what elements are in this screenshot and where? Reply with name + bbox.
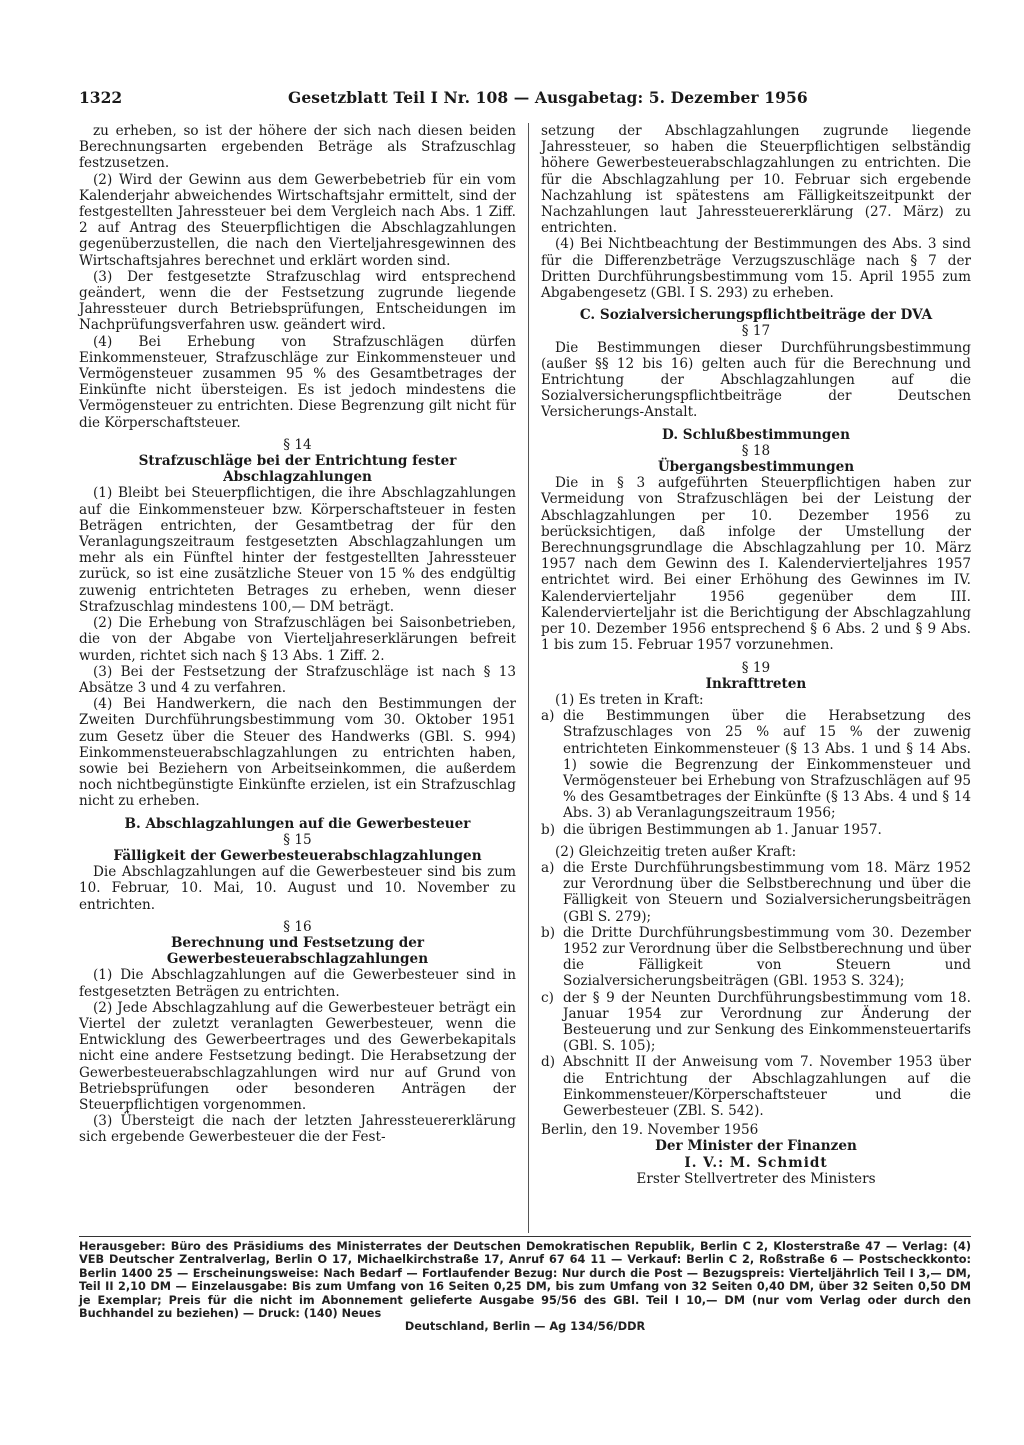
signatory-role: Erster Stellvertreter des Ministers [636,1170,876,1187]
list-text: Abschnitt II der Anweisung vom 7. November 1953 über die Entrichtung der Abschlagzahlungen auf die Einkommensteuer/Körperschaftsteuer und die Gewerbesteuer (ZBl. S. 542). [563,1054,971,1119]
list-label: a) [541,708,555,725]
section-title: Fälligkeit der Gewerbesteuerabschlagzahlungen [113,847,482,864]
paragraph: (2) Gleichzeitig treten außer Kraft: [555,843,797,860]
list-item [541,1054,971,1119]
list-label: a) [541,859,555,876]
section-title: Übergangsbestimmungen [657,459,855,476]
paragraph: zu erheben, so ist der höhere der sich nach diesen beiden Berechnungsarten ergebenden Beträge als Strafzuschlag festzusetzen. [79,123,516,172]
paragraph: (3) Übersteigt die nach der letzten Jahressteuererklärung sich ergebende Gewerbesteuer die der Fest- [79,1113,516,1146]
running-title: Gesetzblatt Teil I Nr. 108 — Ausgabetag: 5. Dezember 1956 [288,88,808,107]
page-number: 1322 [79,88,123,107]
list-text: der § 9 der Neunten Durchführungsbestimmung vom 18. Januar 1954 zur Verordnung zur Änderung der Besteuerung und zur Senkung des Einkommensteuertarifs (GBl. S. 105); [563,989,971,1055]
section-number: § 19 [741,659,771,676]
list-item [541,860,971,925]
paragraph: (4) Bei Handwerkern, die nach den Bestimmungen der Zweiten Durchführungsbestimmung vom 30. Oktober 1951 zum Gesetz über die Steuer des Handwerks (GBl. S. 994) Einkommensteuerabschlagzahlungen zu entrichten haben, sowie bei Beziehern von Arbeitseinkommen, die außerdem noch nichtbegünstigte Einkünfte erzielen, ist ein Strafzuschlag nicht zu erheben. [79,696,516,810]
paragraph: (1) Die Abschlagzahlungen auf die Gewerbesteuer sind in festgesetzten Beträgen zu entrichten. [79,967,516,1000]
paragraph: (2) Wird der Gewinn aus dem Gewerbebetrieb für ein vom Kalenderjahr abweichendes Wirtschaftsjahr ermittelt, sind der festgestellten Jahressteuer bei dem Vergleich nach Abs. 1 Ziff. 2 auf Antrag des Steuerpflichtigen die Abschlagzahlungen gegenüberzustellen, die nach den Vierteljahresgewinnen des Wirtschaftsjahres berechnet und erklärt worden sind. [79,171,516,269]
list-item [541,990,971,1055]
signatory-office: Der Minister der Finanzen [655,1138,857,1155]
list-text: die Erste Durchführungsbestimmung vom 18. März 1952 zur Verordnung über die Selbstberechnung und über die Fälligkeit von Steuern und Sozialversicherungsbeiträgen (GBl S. 279); [563,859,971,925]
part-heading: C. Sozialversicherungspflichtbeiträge der DVA [579,307,933,324]
paragraph: Die Abschlagzahlungen auf die Gewerbesteuer sind bis zum 10. Februar, 10. Mai, 10. August und 10. November zu entrichten. [79,864,516,913]
list-item [541,925,971,990]
imprint-last-line: Deutschland, Berlin — Ag 134/56/DDR [404,1320,646,1334]
list-text: die Bestimmungen über die Herabsetzung des Strafzuschlages von 25 % auf 15 % der zuwenig entrichteten Einkommensteuer (§ 13 Abs. 1 und § 14 Abs. 1) sowie die Begrenzung der Einkommensteuer und Vermögensteuer bei Erhebung von Strafzuschlägen auf 95 % des Gesamtbetrages der Einkünfte (§ 13 Abs. 4 und § 14 Abs. 3) ab Veranlagungszeitraum 1956; [563,708,971,822]
imprint-text: Herausgeber: Büro des Präsidiums des Ministerrates der Deutschen Demokratischen Republik, Berlin C 2, Klosterstraße 47 — Verlag: (4) VEB Deutscher Zentralverlag, Berlin O 17, Michaelkirchstraße 17, Anruf 67 64 11 — Verkauf: Berlin C 2, Roßstraße 6 — Postscheckkonto: Berlin 1400 25 — Erscheinungsweise: Nach Bedarf — Fortlaufender Bezug: Nur durch die Post — Bezugspreis: Vierteljährlich Teil I 3,— DM, Teil II 2,10 DM — Einzelausgabe: Bis zum Umfang von 16 Seiten 0,25 DM, bis zum Umfang von 32 Seiten 0,40 DM, über 32 Seiten 0,50 DM je Exemplar; Preis für die nicht im Abonnement gelieferte Ausgabe 95/56 des GBl. Teil I 10,— DM (nur vom Verlag oder durch den Buchhandel zu beziehen) — Druck: (140) Neues [79,1240,971,1321]
list-label: c) [541,989,554,1006]
paragraph: setzung der Abschlagzahlungen zugrunde liegende Jahressteuer, so haben die Steuerpflichtigen selbständig höhere Gewerbesteuerabschlagzahlungen zu entrichten. Die für die Abschlagzahlung per 10. Februar sich ergebende Nachzahlung ist spätestens am Fälligkeitszeitpunkt der Nachzahlungen laut Jahressteuererklärung (27. März) zu entrichten. [541,123,971,237]
right-column [541,123,971,1187]
part-heading: B. Abschlagzahlungen auf die Gewerbesteuer [124,815,471,832]
section-number: § 18 [741,442,771,459]
paragraph: (3) Der festgesetzte Strafzuschlag wird entsprechend geändert, wenn die der Festsetzung zugrunde liegende Jahressteuer durch Betriebsprüfungen, Entscheidungen im Nachprüfungsverfahren usw. geändert wird. [79,268,516,334]
footer-rule [79,1236,971,1237]
paragraph: (4) Bei Nichtbeachtung der Bestimmungen des Abs. 3 sind für die Differenzbeträge Verzugszuschläge nach § 7 der Dritten Durchführungsbestimmung vom 15. April 1955 zum Abgabengesetz (GBl. I S. 293) zu erheben. [541,236,971,302]
paragraph: (4) Bei Erhebung von Strafzuschlägen dürfen Einkommensteuer, Strafzuschläge zur Einkommensteuer und Vermögensteuer zusammen 95 % des Gesamtbetrages der Einkünfte nicht übersteigen. Es ist jedoch mindestens die Vermögensteuer zu entrichten. Diese Begrenzung gilt nicht für die Körperschaftsteuer. [79,333,516,431]
section-number: § 16 [283,918,312,935]
paragraph: (1) Bleibt bei Steuerpflichtigen, die ihre Abschlagzahlungen auf die Einkommensteuer bzw. Körperschaftsteuer in festen Beträgen entrichten, der Gesamtbetrag der für den Veranlagungszeitraum festgesetzten Abschlagzahlungen um mehr als ein Fünftel hinter der festgestellten Jahressteuer zurück, so ist eine zusätzliche Steuer von 15 % des endgültig zuwenig entrichteten Betrages zu erheben, wenn dieser Strafzuschlag mindestens 100,— DM beträgt. [79,485,516,615]
paragraph: Die in § 3 aufgeführten Steuerpflichtigen haben zur Vermeidung von Strafzuschlägen bei der Leistung der Abschlagzahlungen per 10. Dezember 1956 zu berücksichtigen, daß infolge der Umstellung der Berechnungsgrundlage die Abschlagzahlung per 10. März 1957 nach dem Gewinn des I. Kalendervierteljahres 1957 entrichtet wird. Bei einer Erhöhung des Gewinnes im IV. Kalendervierteljahr 1956 gegenüber dem III. Kalendervierteljahr ist die Berichtigung der Abschlagzahlung per 10. Dezember 1956 entsprechend § 6 Abs. 2 und § 9 Abs. 1 bis zum 15. Februar 1957 vorzunehmen. [541,475,971,654]
paragraph: Die Bestimmungen dieser Durchführungsbestimmung (außer §§ 12 bis 16) gelten auch für die Berechnung und Entrichtung der Abschlagzahlungen auf die Sozialversicherungspflichtbeiträge der Deutschen Versicherungs-Anstalt. [541,339,971,421]
section-number: § 17 [741,323,771,340]
imprint-footer [79,1240,971,1334]
section-title: Inkrafttreten [705,675,807,692]
section-title: Strafzuschläge bei der Entrichtung fester Abschlagzahlungen [138,453,457,486]
left-column [79,123,516,1146]
page-header [79,86,951,112]
place-date: Berlin, den 19. November 1956 [541,1122,759,1139]
list-label: b) [541,924,556,941]
paragraph: (1) Es treten in Kraft: [555,691,704,708]
paragraph: (3) Bei der Festsetzung der Strafzuschläge ist nach § 13 Absätze 3 und 4 zu verfahren. [79,663,516,696]
list-text: die Dritte Durchführungsbestimmung vom 30. Dezember 1952 zur Verordnung über die Selbstberechnung und über die Fälligkeit von Steuern und Sozialversicherungsbeiträgen (GBl. 1953 S. 324); [563,924,971,990]
part-heading: D. Schlußbestimmungen [662,426,850,443]
list-item [541,708,971,821]
section-number: § 14 [283,436,312,453]
paragraph: (2) Jede Abschlagzahlung auf die Gewerbesteuer beträgt ein Viertel der zuletzt veranlagten Gewerbesteuer, wenn die Entwicklung des Gewerbeertrages und des Gewerbekapitals nicht eine andere Festsetzung bedingt. Die Herabsetzung der Gewerbesteuerabschlagzahlungen wird nur auf Grund von Betriebsprüfungen oder besonderen Anträgen der Steuerpflichtigen vorgenommen. [79,999,516,1113]
signatory-name: I. V.: M. Schmidt [684,1154,828,1171]
list-label: d) [541,1054,556,1071]
section-number: § 15 [283,831,312,848]
paragraph: (2) Die Erhebung von Strafzuschlägen bei Saisonbetrieben, die von der Abgabe von Vierteljahreserklärungen befreit wurden, richtet sich nach § 13 Abs. 1 Ziff. 2. [79,615,516,664]
section-title: Berechnung und Festsetzung der Gewerbesteuerabschlagzahlungen [166,934,429,968]
list-text: die übrigen Bestimmungen ab 1. Januar 1957. [563,821,882,838]
list-label: b) [541,821,556,838]
column-divider [528,123,529,1233]
list-item [541,822,971,838]
